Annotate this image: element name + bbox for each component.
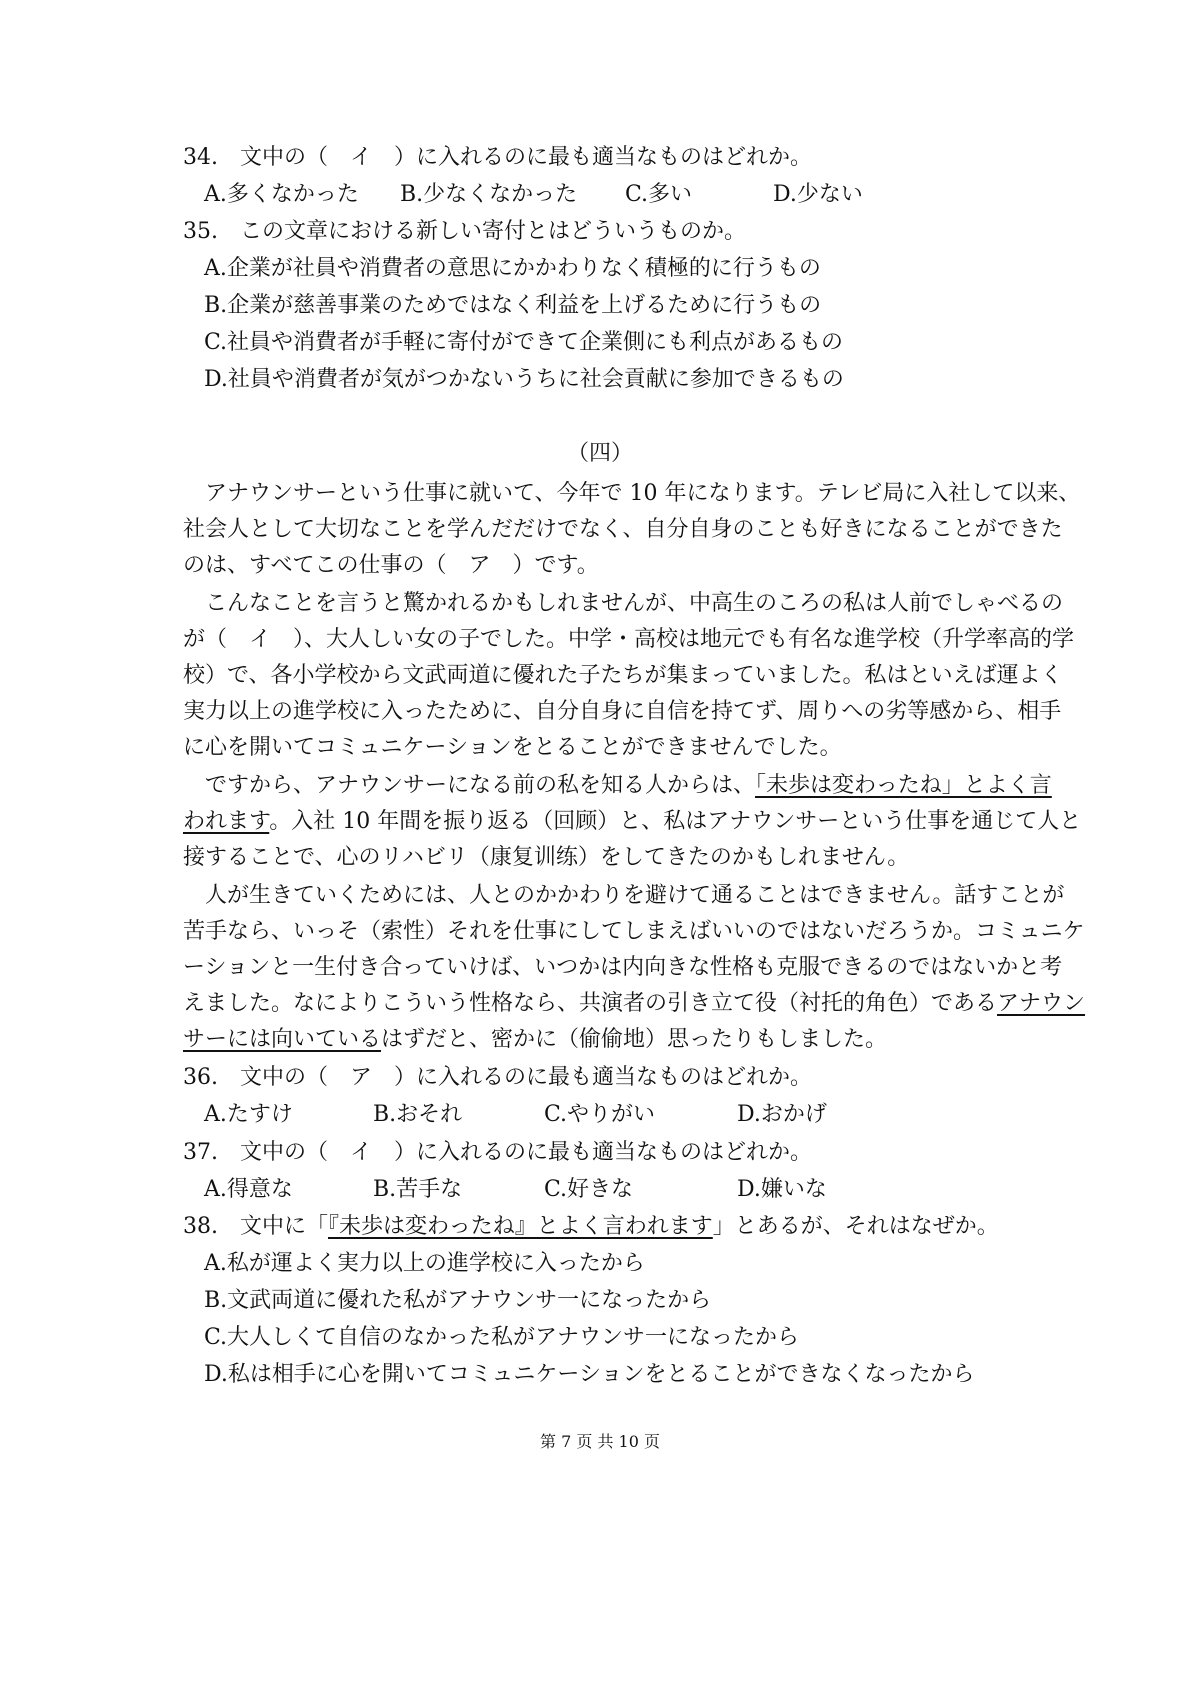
q38-stem-text: 38. 文中に「 [183,1214,328,1239]
q34-option-a: A.多くなかった [204,182,359,207]
passage-text: えました。なによりこういう性格なら、共演者の引き立て役（衬托的角色）である [183,991,998,1016]
q37-option-b: B.苦手な [373,1177,463,1202]
underlined-phrase: 『未歩は変わったね』とよく言われます [328,1214,713,1239]
q38-stem-text: 」とあるが、それはなぜか。 [712,1214,999,1239]
passage-line: 実力以上の進学校に入ったために、自分自身に自信を持てず、周りへの劣等感から、相手 [183,699,1062,724]
q36-option-b: B.おそれ [373,1102,463,1127]
q38-option-a: A.私が運よく実力以上の進学校に入ったから [204,1251,645,1276]
q36-option-d: D.おかげ [737,1102,827,1127]
q37-stem: 37. 文中の（ イ ）に入れるのに最も適当なものはどれか。 [183,1140,812,1165]
q36-option-a: A.たすけ [204,1102,293,1127]
q35-option-b: B.企業が慈善事業のためではなく利益を上げるために行うもの [204,293,822,318]
q38-option-b: B.文武両道に優れた私がアナウンサ一になったから [204,1288,712,1313]
underlined-phrase: サーには向いている [183,1027,382,1052]
passage-line: が（ イ ）、大人しい女の子でした。中学・高校は地元でも有名な進学校（升学率高的学 [183,627,1075,652]
section-title: （四） [566,441,633,466]
passage-line: 苦手なら、いっそ（索性）それを仕事にしてしまえばいいのではないだろうか。コミュニケ [183,919,1085,944]
passage-text: ですから、アナウンサーになる前の私を知る人からは、 [183,773,756,798]
q37-option-c: C.好きな [544,1177,634,1202]
passage-line: のは、すべてこの仕事の（ ア ）です。 [183,553,599,578]
q38-option-c: C.大人しくて自信のなかった私がアナウンサ一になったから [204,1325,800,1350]
q38-option-d: D.私は相手に心を開いてコミュニケーションをとることができなくなったから [204,1362,975,1387]
underlined-phrase: われます [183,809,270,834]
q34-stem: 34. 文中の（ イ ）に入れるのに最も適当なものはどれか。 [183,145,812,170]
q35-option-a: A.企業が社員や消費者の意思にかかわりなく積極的に行うもの [204,256,821,281]
q34-option-d: D.少ない [773,182,863,207]
passage-line: に心を開いてコミュニケーションをとることができませんでした。 [183,735,842,760]
passage-line: 校）で、各小学校から文武両道に優れた子たちが集まっていました。私はといえば運よく [183,663,1063,688]
q35-stem: 35. この文章における新しい寄付とはどういうものか。 [183,219,746,244]
q34-option-b: B.少なくなかった [400,182,578,207]
q34-option-c: C.多い [625,182,693,207]
passage-text: はずだと、密かに（偷偷地）思ったりもしました。 [381,1027,888,1052]
passage-line: 接することで、心のリハビリ（康复训练）をしてきたのかもしれません。 [183,845,910,870]
q38-stem [183,1213,1033,1241]
page-footer: 第 7 页 共 10 页 [540,1432,660,1451]
passage-line [183,772,1052,800]
passage-line [183,1026,1033,1054]
passage-line [183,990,1086,1018]
q36-option-c: C.やりがい [544,1102,656,1127]
underlined-phrase: アナウン [997,991,1086,1016]
passage-line: ーションと一生付き合っていけば、いつかは内向きな性格も克服できるのではないかと考 [183,955,1063,980]
passage-line: 社会人として大切なことを学んだだけでなく、自分自身のことも好きになることができた [183,517,1063,542]
underlined-phrase: 「未歩は変わったね」とよく言 [755,773,1052,798]
passage-line [183,808,1082,836]
passage-text: 。入社 10 年間を振り返る（回顾）と、私はアナウンサーという仕事を通じて人と [269,809,1082,834]
q37-option-d: D.嫌いな [737,1177,827,1202]
passage-line: 人が生きていくためには、人とのかかわりを避けて通ることはできません。話すことが [183,883,1065,908]
q37-option-a: A.得意な [204,1177,293,1202]
q35-option-c: C.社員や消費者が手軽に寄付ができて企業側にも利点があるもの [204,330,844,355]
passage-line: こんなことを言うと驚かれるかもしれませんが、中高生のころの私は人前でしゃべるの [183,591,1064,616]
q36-stem: 36. 文中の（ ア ）に入れるのに最も適当なものはどれか。 [183,1065,812,1090]
q35-option-d: D.社員や消費者が気がつかないうちに社会貢献に参加できるもの [204,367,844,392]
passage-line: アナウンサーという仕事に就いて、今年で 10 年になります。テレビ局に入社して以来、 [183,481,1081,506]
